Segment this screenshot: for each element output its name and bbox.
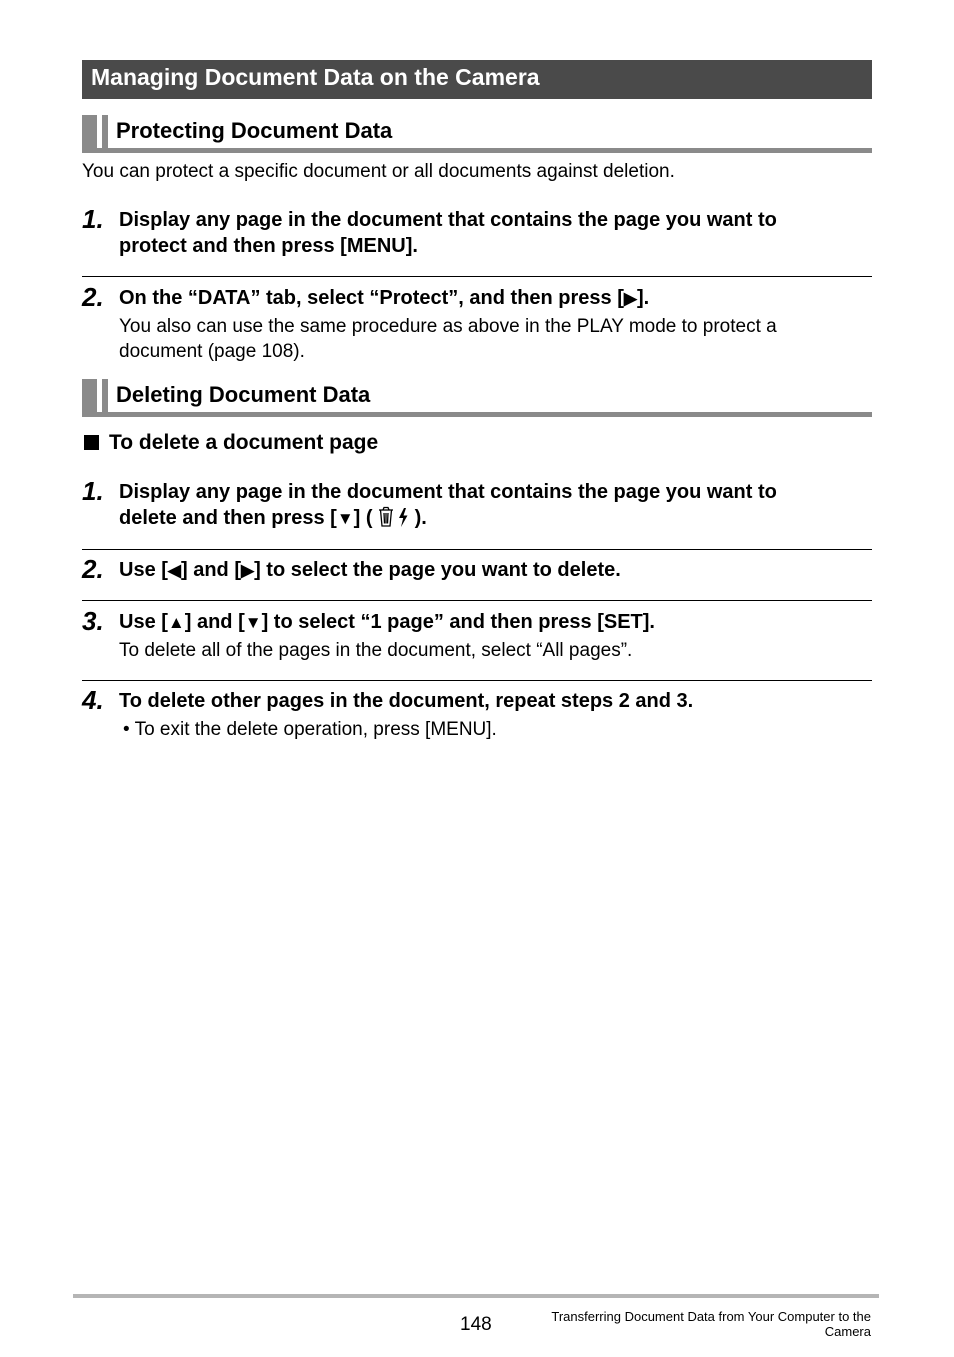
up-arrow-icon: ▲ — [167, 613, 185, 632]
protect-step-2-note-line1: You also can use the same procedure as above in the PLAY mode to protect a — [119, 316, 777, 337]
header-underline — [82, 412, 872, 417]
header-bar — [82, 379, 97, 413]
right-arrow-icon: ▶ — [623, 289, 637, 308]
header-bar — [82, 115, 97, 149]
main-header — [82, 60, 872, 99]
delete-section-title: Deleting Document Data — [116, 382, 371, 407]
delete-step-1-line1: Display any page in the document that contains the page you want to — [119, 481, 777, 503]
delete-step-1-line2-mid: ] ( — [353, 507, 373, 529]
delete-step-4-number: 4. — [82, 685, 104, 715]
protect-section-header — [82, 115, 872, 153]
delete-step-4-text: To delete other pages in the document, repeat steps 2 and 3. — [119, 690, 694, 712]
protect-step-2-post: ]. — [636, 287, 650, 309]
delete-section-header — [82, 379, 872, 417]
delete-step-2-text — [119, 557, 621, 584]
delete-step-2-c: ] to select the page you want to delete. — [254, 559, 621, 581]
page-number: 148 — [460, 1314, 492, 1335]
protect-step-1-line2: protect and then press [MENU]. — [119, 235, 418, 257]
delete-subheading-text: To delete a document page — [109, 431, 379, 454]
main-title: Managing Document Data on the Camera — [91, 64, 540, 90]
header-bar — [102, 379, 108, 413]
protect-intro: You can protect a specific document or all documents against deletion. — [82, 161, 675, 182]
protect-step-2-text — [119, 285, 649, 312]
header-bar — [102, 115, 108, 149]
delete-step-3-b: ] and [ — [184, 611, 245, 633]
delete-step-1-line2-pre: delete and then press [ — [119, 507, 337, 529]
delete-step-3-c: ] to select “1 page” and then press [SET]. — [261, 611, 655, 633]
header-underline — [82, 148, 872, 153]
left-arrow-icon: ◀ — [167, 561, 181, 580]
footer-line-1: Transferring Document Data from Your Computer to the — [551, 1309, 871, 1324]
divider — [82, 276, 872, 277]
right-arrow-icon: ▶ — [240, 561, 255, 580]
footer-line-2: Camera — [824, 1324, 871, 1339]
protect-step-2-pre: On the “DATA” tab, select “Protect”, and then press [ — [119, 287, 624, 309]
down-arrow-icon: ▼ — [336, 509, 354, 528]
divider — [82, 680, 872, 681]
footer-chapter-title — [551, 1309, 871, 1339]
square-bullet-icon — [84, 435, 99, 450]
trash-flash-icon — [375, 505, 413, 536]
delete-subheading — [84, 431, 378, 455]
delete-step-3-a: Use [ — [119, 611, 168, 633]
delete-step-3-text — [119, 609, 655, 636]
protect-step-2-number: 2. — [82, 282, 104, 312]
delete-step-2-number: 2. — [82, 554, 104, 584]
protect-section-title: Protecting Document Data — [116, 118, 393, 143]
protect-step-2-note-line2: document (page 108). — [119, 341, 305, 362]
divider — [82, 549, 872, 550]
protect-step-1-number: 1. — [82, 204, 104, 234]
delete-step-3-note: To delete all of the pages in the document, select “All pages”. — [119, 640, 633, 661]
delete-step-2-b: ] and [ — [180, 559, 241, 581]
footer-divider — [73, 1294, 879, 1298]
protect-step-1-line1: Display any page in the document that contains the page you want to — [119, 209, 777, 231]
divider — [82, 600, 872, 601]
delete-step-2-a: Use [ — [119, 559, 168, 581]
delete-step-1-line2-post: ). — [414, 507, 427, 529]
delete-step-1-line2 — [119, 505, 427, 536]
delete-step-4-bullet: • To exit the delete operation, press [MENU]. — [123, 719, 497, 740]
delete-step-3-number: 3. — [82, 606, 104, 636]
down-arrow-icon: ▼ — [244, 613, 262, 632]
delete-step-1-number: 1. — [82, 476, 104, 506]
